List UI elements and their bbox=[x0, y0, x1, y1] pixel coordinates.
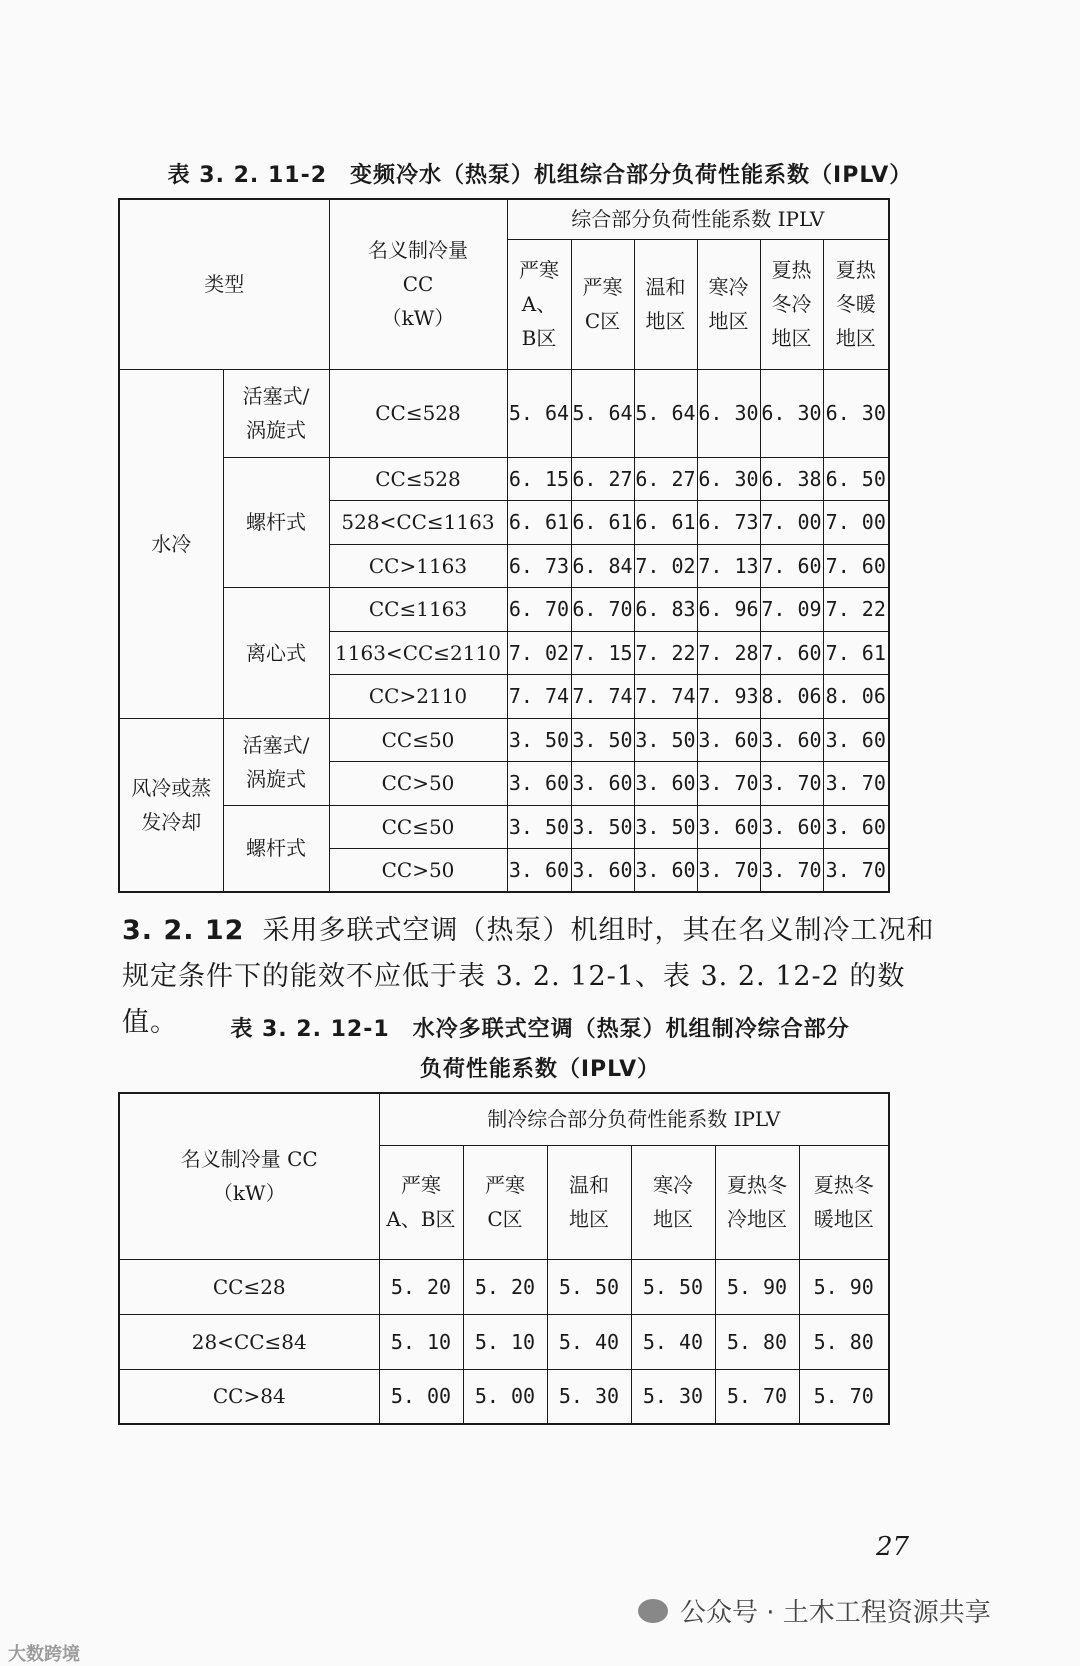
capacity-range: CC>84 bbox=[119, 1369, 379, 1424]
capacity-range: CC>1163 bbox=[329, 544, 507, 588]
iplv-value: 5. 64 bbox=[634, 369, 697, 457]
table-row bbox=[119, 1369, 889, 1424]
iplv-value: 3. 50 bbox=[571, 718, 634, 762]
cell-line: 冬冷 bbox=[771, 292, 812, 316]
cell-line: 风冷或蒸 bbox=[131, 775, 212, 800]
capacity-range: CC≤28 bbox=[119, 1259, 379, 1314]
iplv-value: 6. 27 bbox=[571, 457, 634, 501]
cell-line: 严寒 bbox=[485, 1173, 525, 1197]
iplv-value: 6. 83 bbox=[634, 588, 697, 632]
iplv-value: 6. 96 bbox=[697, 588, 760, 632]
cell-line: CC bbox=[402, 272, 434, 297]
iplv-value: 7. 13 bbox=[697, 544, 760, 588]
iplv-value: 7. 74 bbox=[507, 675, 571, 719]
cell-line: 地区 bbox=[771, 326, 812, 350]
iplv-value: 6. 73 bbox=[697, 501, 760, 545]
iplv-value: 6. 61 bbox=[507, 501, 571, 545]
iplv-value: 3. 50 bbox=[634, 805, 697, 849]
iplv-value: 6. 61 bbox=[571, 501, 634, 545]
cell-line: 名义制冷量 CC bbox=[180, 1147, 318, 1172]
iplv-value: 7. 74 bbox=[634, 675, 697, 719]
cell-line: 夏热冬 bbox=[813, 1173, 874, 1197]
cell-line: 温和 bbox=[569, 1173, 609, 1197]
iplv-value: 7. 28 bbox=[697, 631, 760, 675]
clause-number: 3. 2. 12 bbox=[122, 915, 245, 946]
table2-caption-line1: 表 3. 2. 12-1 水冷多联式空调（热泵）机组制冷综合部分 bbox=[230, 1017, 850, 1042]
iplv-value: 3. 70 bbox=[823, 849, 889, 893]
watermark-left: 大数跨境 bbox=[8, 1644, 80, 1665]
cell-line: 名义制冷量 bbox=[368, 238, 468, 263]
iplv-value: 5. 50 bbox=[631, 1259, 715, 1314]
subgroup-name bbox=[223, 588, 329, 719]
cell-line: 寒冷 bbox=[653, 1173, 693, 1197]
iplv-value: 3. 60 bbox=[507, 762, 571, 806]
iplv-value: 6. 30 bbox=[697, 369, 760, 457]
capacity-range: 28<CC≤84 bbox=[119, 1314, 379, 1369]
group-name bbox=[119, 718, 223, 892]
table-row bbox=[119, 588, 889, 632]
iplv-value: 7. 15 bbox=[571, 631, 634, 675]
table-row bbox=[119, 1314, 889, 1369]
header-zone bbox=[547, 1145, 631, 1259]
iplv-value: 3. 50 bbox=[571, 805, 634, 849]
iplv-value: 5. 40 bbox=[631, 1314, 715, 1369]
iplv-value: 6. 70 bbox=[571, 588, 634, 632]
subgroup-name bbox=[223, 805, 329, 892]
cell-line: 螺杆式 bbox=[246, 510, 306, 535]
cell-line: （kW） bbox=[212, 1181, 286, 1206]
wechat-icon bbox=[638, 1599, 668, 1623]
cell-line: B区 bbox=[521, 326, 557, 350]
cell-line: 螺杆式 bbox=[246, 836, 306, 861]
cell-line: 夏热冬 bbox=[727, 1173, 787, 1197]
iplv-value: 5. 10 bbox=[463, 1314, 547, 1369]
cell-line: 严寒 bbox=[582, 275, 623, 299]
cell-line: 严寒 bbox=[401, 1173, 441, 1197]
cell-line: 地区 bbox=[645, 309, 686, 333]
header-zone bbox=[715, 1145, 799, 1259]
iplv-value: 5. 64 bbox=[507, 369, 571, 457]
cell-line: 发冷却 bbox=[141, 809, 202, 834]
iplv-value: 7. 22 bbox=[823, 588, 889, 632]
iplv-value: 3. 60 bbox=[571, 849, 634, 893]
header-zone bbox=[463, 1145, 547, 1259]
iplv-value: 5. 64 bbox=[571, 369, 634, 457]
iplv-value: 3. 50 bbox=[634, 718, 697, 762]
capacity-range: CC≤50 bbox=[329, 718, 507, 762]
header-zone bbox=[507, 239, 571, 369]
iplv-value: 5. 20 bbox=[463, 1259, 547, 1314]
iplv-value: 3. 60 bbox=[571, 762, 634, 806]
watermark-right-text: 公众号 · 土木工程资源共享 bbox=[680, 1598, 991, 1628]
iplv-value: 6. 70 bbox=[507, 588, 571, 632]
iplv-value: 3. 50 bbox=[507, 805, 571, 849]
header-zone bbox=[697, 239, 760, 369]
cell-line: 地区 bbox=[708, 309, 749, 333]
iplv-value: 5. 90 bbox=[799, 1259, 889, 1314]
iplv-value: 5. 70 bbox=[715, 1369, 799, 1424]
clause-text: 采用多联式空调（热泵）机组时，其在名义制冷工况和规定条件下的能效不应低于表 3. 2. 12-1、表 3. 2. 12-2 的数值。 bbox=[122, 915, 935, 1038]
cell-line: 涡旋式 bbox=[246, 418, 306, 442]
iplv-value: 6. 15 bbox=[507, 457, 571, 501]
iplv-value: 3. 70 bbox=[697, 762, 760, 806]
iplv-value: 6. 84 bbox=[571, 544, 634, 588]
cell-line: 冷地区 bbox=[727, 1207, 787, 1231]
iplv-value: 6. 38 bbox=[760, 457, 823, 501]
cell-line: 活塞式/ bbox=[242, 732, 310, 757]
iplv-value: 3. 60 bbox=[823, 718, 889, 762]
cell-line: （kW） bbox=[381, 306, 455, 331]
iplv-value: 5. 20 bbox=[379, 1259, 463, 1314]
iplv-value: 7. 09 bbox=[760, 588, 823, 632]
iplv-value: 5. 80 bbox=[799, 1314, 889, 1369]
capacity-range: CC>50 bbox=[329, 762, 507, 806]
iplv-value: 7. 60 bbox=[760, 631, 823, 675]
iplv-table-variable-frequency bbox=[118, 198, 890, 893]
iplv-value: 3. 60 bbox=[823, 805, 889, 849]
table-row bbox=[119, 369, 889, 457]
iplv-value: 7. 93 bbox=[697, 675, 760, 719]
iplv-value: 5. 00 bbox=[379, 1369, 463, 1424]
iplv-value: 8. 06 bbox=[823, 675, 889, 719]
capacity-range: CC≤528 bbox=[329, 369, 507, 457]
iplv-value: 6. 50 bbox=[823, 457, 889, 501]
iplv-value: 6. 73 bbox=[507, 544, 571, 588]
iplv-value: 3. 60 bbox=[697, 805, 760, 849]
table-row bbox=[119, 457, 889, 501]
cell-line: 夏热 bbox=[771, 258, 812, 282]
cell-line: 涡旋式 bbox=[246, 766, 306, 791]
iplv-value: 5. 90 bbox=[715, 1259, 799, 1314]
iplv-value: 3. 70 bbox=[760, 849, 823, 893]
cell-line: 冬暖 bbox=[835, 292, 876, 316]
capacity-range: CC>2110 bbox=[329, 675, 507, 719]
cell-line: 温和 bbox=[645, 275, 686, 299]
iplv-value: 6. 30 bbox=[823, 369, 889, 457]
group-name: 水冷 bbox=[119, 369, 223, 718]
iplv-value: 5. 50 bbox=[547, 1259, 631, 1314]
iplv-value: 3. 60 bbox=[507, 849, 571, 893]
header-type: 类型 bbox=[119, 199, 329, 369]
cell-line: 活塞式/ bbox=[242, 384, 310, 408]
table-row bbox=[119, 805, 889, 849]
header-zone bbox=[634, 239, 697, 369]
header-iplv: 综合部分负荷性能系数 IPLV bbox=[507, 199, 889, 239]
header-zone bbox=[379, 1145, 463, 1259]
table-row bbox=[119, 1093, 889, 1145]
header-zone bbox=[631, 1145, 715, 1259]
capacity-range: CC≤528 bbox=[329, 457, 507, 501]
header-zone bbox=[760, 239, 823, 369]
header-capacity bbox=[329, 199, 507, 369]
capacity-range: CC≤50 bbox=[329, 805, 507, 849]
iplv-value: 7. 00 bbox=[823, 501, 889, 545]
iplv-value: 3. 50 bbox=[507, 718, 571, 762]
capacity-range: 528<CC≤1163 bbox=[329, 501, 507, 545]
header-zone bbox=[571, 239, 634, 369]
iplv-value: 3. 60 bbox=[697, 718, 760, 762]
watermark-right bbox=[638, 1592, 991, 1629]
iplv-value: 3. 60 bbox=[760, 718, 823, 762]
iplv-table-water-cooled-multi-split bbox=[118, 1092, 890, 1425]
iplv-value: 5. 70 bbox=[799, 1369, 889, 1424]
table-row bbox=[119, 718, 889, 762]
capacity-range: CC>50 bbox=[329, 849, 507, 893]
iplv-value: 5. 30 bbox=[631, 1369, 715, 1424]
iplv-value: 5. 00 bbox=[463, 1369, 547, 1424]
cell-line: 地区 bbox=[835, 326, 876, 350]
iplv-value: 5. 30 bbox=[547, 1369, 631, 1424]
subgroup-name bbox=[223, 369, 329, 457]
iplv-value: 7. 00 bbox=[760, 501, 823, 545]
header-capacity bbox=[119, 1093, 379, 1259]
header-zone bbox=[823, 239, 889, 369]
table-row bbox=[119, 199, 889, 239]
iplv-value: 6. 61 bbox=[634, 501, 697, 545]
table2-caption-line2: 负荷性能系数（IPLV） bbox=[419, 1057, 661, 1082]
cell-line: 离心式 bbox=[246, 640, 306, 665]
iplv-value: 3. 60 bbox=[634, 849, 697, 893]
cell-line: 地区 bbox=[569, 1207, 609, 1231]
iplv-value: 3. 60 bbox=[760, 805, 823, 849]
subgroup-name bbox=[223, 718, 329, 805]
header-zone bbox=[799, 1145, 889, 1259]
cell-line: A、 bbox=[521, 292, 557, 316]
cell-line: 地区 bbox=[653, 1207, 693, 1231]
iplv-value: 8. 06 bbox=[760, 675, 823, 719]
capacity-range: 1163<CC≤2110 bbox=[329, 631, 507, 675]
iplv-value: 7. 60 bbox=[760, 544, 823, 588]
iplv-value: 3. 70 bbox=[823, 762, 889, 806]
page-number: 27 bbox=[876, 1532, 910, 1562]
iplv-value: 7. 02 bbox=[634, 544, 697, 588]
cell-line: A、B区 bbox=[386, 1207, 456, 1231]
iplv-value: 5. 40 bbox=[547, 1314, 631, 1369]
header-iplv: 制冷综合部分负荷性能系数 IPLV bbox=[379, 1093, 889, 1145]
iplv-value: 7. 74 bbox=[571, 675, 634, 719]
cell-line: C区 bbox=[584, 309, 621, 333]
iplv-value: 7. 22 bbox=[634, 631, 697, 675]
capacity-range: CC≤1163 bbox=[329, 588, 507, 632]
table-row bbox=[119, 1259, 889, 1314]
iplv-value: 7. 60 bbox=[823, 544, 889, 588]
iplv-value: 6. 27 bbox=[634, 457, 697, 501]
cell-line: 夏热 bbox=[835, 258, 876, 282]
cell-line: 暖地区 bbox=[813, 1207, 874, 1231]
iplv-value: 5. 10 bbox=[379, 1314, 463, 1369]
iplv-value: 3. 60 bbox=[634, 762, 697, 806]
iplv-value: 3. 70 bbox=[760, 762, 823, 806]
table1-caption: 表 3. 2. 11-2 变频冷水（热泵）机组综合部分负荷性能系数（IPLV） bbox=[167, 163, 913, 188]
iplv-value: 7. 61 bbox=[823, 631, 889, 675]
iplv-value: 6. 30 bbox=[697, 457, 760, 501]
iplv-value: 5. 80 bbox=[715, 1314, 799, 1369]
cell-line: 寒冷 bbox=[708, 275, 749, 299]
iplv-value: 6. 30 bbox=[760, 369, 823, 457]
iplv-value: 3. 70 bbox=[697, 849, 760, 893]
cell-line: C区 bbox=[487, 1207, 523, 1231]
iplv-value: 7. 02 bbox=[507, 631, 571, 675]
cell-line: 严寒 bbox=[519, 258, 559, 282]
subgroup-name bbox=[223, 457, 329, 588]
